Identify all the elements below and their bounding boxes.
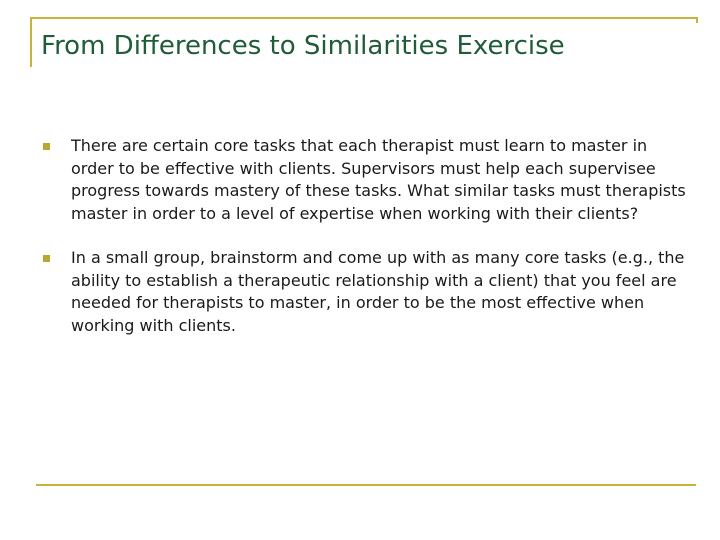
square-bullet-icon [43,255,50,262]
slide-title: From Differences to Similarities Exercise [41,31,565,61]
bullet-item [40,135,690,225]
title-frame-top-line [30,17,698,19]
bullet-text: In a small group, brainstorm and come up with as many core tasks (e.g., the ability to establish a therapeutic relationship with a client) that you feel are needed for therapists to master, in order to be the most effective when working with clients. [71,248,685,335]
title-frame-right-tick [696,17,698,23]
bullet-text: There are certain core tasks that each therapist must learn to master in order to be effective with clients. Supervisors must help each supervisee progress towards mastery of these tasks. What similar tasks must therapists master in order to a level of expertise when working with their clients? [71,136,686,223]
bullet-list [40,135,690,359]
title-frame-left-line [30,17,32,67]
square-bullet-icon [43,143,50,150]
footer-divider [36,484,696,486]
bullet-item [40,247,690,337]
